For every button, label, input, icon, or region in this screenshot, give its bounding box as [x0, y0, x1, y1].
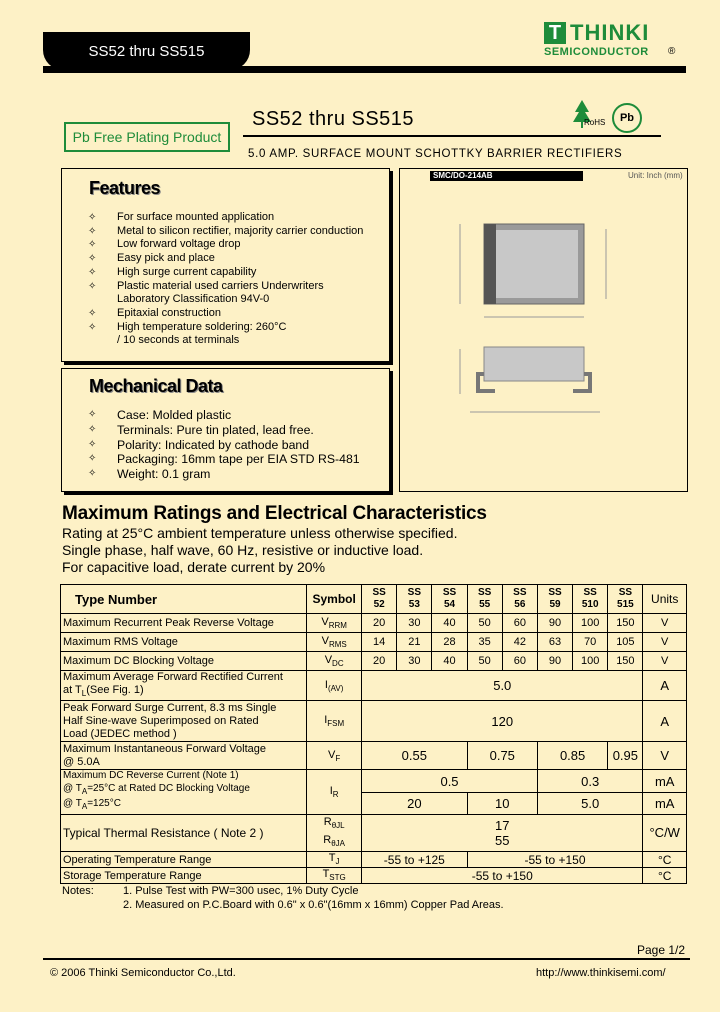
table-cell: 70: [573, 633, 608, 652]
symbol-letter: I: [329, 784, 333, 797]
part-number: 59: [549, 599, 561, 610]
label-part: =25°C at Rated DC Blocking Voltage: [87, 782, 250, 794]
logo-name: THINKI: [570, 20, 650, 45]
table-cell: 35: [467, 633, 502, 652]
list-item: ✧ Low forward voltage drop: [88, 238, 388, 252]
symbol-subscript: θJL: [331, 820, 345, 830]
table-cell: 0.55: [362, 742, 468, 770]
part-number: 52: [373, 599, 385, 610]
row-label: Storage Temperature Range: [61, 868, 307, 884]
symbol-letter: I: [324, 678, 328, 691]
label-part: at T: [63, 684, 82, 696]
label-part: (See Fig. 1): [86, 684, 144, 696]
table-cell: 105: [608, 633, 643, 652]
table-cell: 150: [608, 652, 643, 671]
row-unit: V: [643, 742, 687, 770]
table-row: [61, 614, 687, 633]
symbol-line: [309, 833, 359, 851]
row-symbol: [307, 868, 362, 884]
part-prefix: SS: [548, 587, 562, 598]
note-1: 1. Pulse Test with PW=300 usec, 1% Duty Cycle: [123, 885, 359, 897]
header-type-number: Type Number: [61, 585, 307, 614]
symbol-line: [309, 815, 359, 833]
package-tag: SMC/DO-214AB: [430, 171, 583, 181]
table-row: [61, 701, 687, 742]
table-cell: 21: [397, 633, 432, 652]
row-label: Maximum Recurrent Peak Reverse Voltage: [61, 614, 307, 633]
row-label-line: [63, 798, 304, 814]
row-label: [61, 671, 307, 701]
table-cell: 5.0: [362, 671, 643, 701]
part-prefix: SS: [442, 587, 457, 598]
symbol-letter: V: [328, 748, 336, 761]
table-cell: 50: [467, 652, 502, 671]
row-label: Maximum RMS Voltage: [61, 633, 307, 652]
ratings-line-1: Rating at 25°C ambient temperature unless otherwise specified.: [62, 525, 458, 541]
row-unit: A: [643, 671, 687, 701]
table-cell-value: 17: [495, 817, 510, 833]
table-cell: 5.0: [537, 792, 643, 814]
symbol-letter: T: [328, 852, 336, 865]
footer-rule: [43, 958, 690, 960]
list-item: ✧ Epitaxial construction: [88, 307, 388, 321]
list-item: ✧ Terminals: Pure tin plated, lead free.: [88, 423, 388, 438]
table-cell: 28: [432, 633, 467, 652]
table-cell: 0.3: [537, 770, 643, 793]
features-title: Features: [89, 178, 161, 198]
table-cell: 20: [362, 792, 468, 814]
package-outline-icon: [400, 169, 687, 491]
row-label-line: Maximum DC Reverse Current (Note 1): [63, 770, 239, 782]
part-prefix: SS: [583, 587, 597, 598]
logo-subtitle: SEMICONDUCTOR: [544, 46, 649, 58]
header-symbol: Symbol: [307, 585, 362, 614]
symbol-letter: V: [321, 634, 329, 647]
logo-mark: T: [544, 22, 566, 44]
symbol-letter: V: [321, 615, 329, 628]
title-rule: [243, 135, 661, 137]
product-subtitle: 5.0 AMP. SURFACE MOUNT SCHOTTKY BARRIER RECTIFIERS: [248, 148, 623, 160]
row-symbol: [307, 614, 362, 633]
row-label-line: [63, 684, 304, 700]
table-row: [61, 671, 687, 701]
table-cell: 90: [537, 652, 572, 671]
row-symbol: [307, 852, 362, 868]
notes-label: Notes:: [62, 885, 94, 897]
row-symbol: [307, 652, 362, 671]
table-cell: 40: [432, 652, 467, 671]
part-prefix: SS: [372, 587, 386, 598]
row-label-line: Load (JEDEC method ): [63, 727, 177, 740]
list-item: ✧ High temperature soldering: 260°C / 10 seconds at terminals: [88, 321, 292, 348]
row-unit: V: [643, 633, 687, 652]
part-number: 510: [581, 599, 599, 610]
row-unit: mA: [643, 792, 687, 814]
table-cell: 0.95: [608, 742, 643, 770]
symbol-letter: R: [323, 833, 332, 846]
table-cell: 100: [573, 614, 608, 633]
row-unit: °C/W: [643, 814, 687, 851]
symbol-subscript: FSM: [327, 719, 345, 729]
row-unit: V: [643, 614, 687, 633]
symbol-subscript: J: [335, 857, 340, 867]
list-item: ✧ Weight: 0.1 gram: [88, 467, 388, 482]
pb-free-icon: [612, 103, 642, 133]
part-prefix: SS: [513, 587, 527, 598]
row-unit: °C: [643, 852, 687, 868]
table-cell: 14: [362, 633, 397, 652]
row-label: [61, 701, 307, 742]
row-unit: mA: [643, 770, 687, 793]
copyright: © 2006 Thinki Semiconductor Co.,Ltd.: [50, 967, 236, 979]
part-prefix: SS: [478, 587, 492, 598]
table-row: [61, 814, 687, 851]
table-cell: 90: [537, 614, 572, 633]
label-subscript: L: [81, 689, 87, 699]
table-row: [61, 852, 687, 868]
list-item: ✧ Polarity: Indicated by cathode band: [88, 438, 388, 453]
table-header-row: [61, 585, 687, 614]
note-2: 2. Measured on P.C.Board with 0.6" x 0.6"(16mm x 16mm) Copper Pad Areas.: [123, 899, 504, 911]
symbol-letter: R: [323, 815, 332, 828]
table-cell-value: 55: [495, 832, 510, 848]
row-label-line: Half Sine-wave Superimposed on Rated: [63, 714, 259, 727]
table-cell: [362, 814, 643, 851]
symbol-subscript: R: [332, 790, 339, 800]
ratings-line-3: For capacitive load, derate current by 20%: [62, 559, 326, 575]
table-cell: 100: [573, 652, 608, 671]
row-label-line: [63, 783, 304, 799]
header-title-pill: SS52 thru SS515: [43, 32, 250, 70]
row-label-line: @ 5.0A: [63, 755, 100, 768]
table-cell: 0.85: [537, 742, 607, 770]
table-cell: 0.5: [362, 770, 538, 793]
table-cell: 63: [537, 633, 572, 652]
label-part: @ T: [63, 798, 82, 810]
row-label: [61, 742, 307, 770]
symbol-letter: T: [322, 868, 330, 881]
label-subscript: A: [81, 802, 88, 812]
row-symbol: [307, 671, 362, 701]
mechanical-box: [61, 368, 390, 492]
symbol-subscript: θJA: [331, 839, 346, 849]
symbol-letter: V: [324, 653, 333, 666]
company-logo: [540, 18, 690, 66]
table-row: [61, 770, 687, 793]
header-units: Units: [643, 585, 687, 614]
features-list: [88, 211, 388, 348]
header-bar: [43, 66, 686, 73]
table-cell: 50: [467, 614, 502, 633]
row-symbol: [307, 742, 362, 770]
table-row: [61, 742, 687, 770]
row-label: Operating Temperature Range: [61, 852, 307, 868]
row-label: Maximum DC Blocking Voltage: [61, 652, 307, 671]
symbol-subscript: DC: [332, 659, 344, 669]
table-row: [61, 633, 687, 652]
row-label-line: Maximum Average Forward Rectified Current: [63, 671, 283, 683]
symbol-subscript: (AV): [327, 683, 344, 693]
list-item: ✧ Plastic material used carriers Underwriters Laboratory Classification 94V-0: [88, 280, 347, 307]
product-title: SS52 thru SS515: [252, 108, 415, 130]
symbol-subscript: RRM: [328, 621, 347, 631]
table-cell: 30: [397, 652, 432, 671]
table-cell: 120: [362, 701, 643, 742]
ratings-line-2: Single phase, half wave, 60 Hz, resistive or inductive load.: [62, 542, 424, 558]
symbol-subscript: F: [335, 753, 341, 763]
pb-free-icon-label: Pb: [619, 112, 635, 124]
ratings-title: Maximum Ratings and Electrical Characteristics: [62, 503, 487, 524]
table-row: [61, 868, 687, 884]
table-cell: -55 to +150: [467, 852, 643, 868]
table-cell: 20: [362, 652, 397, 671]
mechanical-title: Mechanical Data: [89, 376, 223, 396]
list-item: ✧ Easy pick and place: [88, 252, 388, 266]
row-unit: A: [643, 701, 687, 742]
part-prefix: SS: [407, 587, 421, 598]
row-symbol: [307, 633, 362, 652]
page-number: Page 1/2: [637, 943, 686, 957]
table-cell: 42: [502, 633, 537, 652]
symbol-subscript: RMS: [328, 640, 347, 650]
row-unit: °C: [643, 868, 687, 884]
row-symbol: [307, 701, 362, 742]
list-item: ✧ Case: Molded plastic: [88, 408, 388, 423]
table-cell: 60: [502, 614, 537, 633]
table-cell: -55 to +125: [362, 852, 468, 868]
row-label-line: Peak Forward Surge Current, 8.3 ms Single: [63, 701, 277, 714]
registered-mark: ®: [668, 46, 676, 57]
row-label: Typical Thermal Resistance ( Note 2 ): [61, 814, 307, 851]
row-unit: V: [643, 652, 687, 671]
label-part: @ T: [63, 782, 82, 794]
list-item: ✧ Packaging: 16mm tape per EIA STD RS-481: [88, 452, 388, 467]
symbol-subscript: STG: [329, 873, 346, 883]
list-item: ✧ High surge current capability: [88, 266, 388, 280]
list-item: ✧ Metal to silicon rectifier, majority carrier conduction: [88, 225, 388, 239]
part-number: 515: [617, 599, 634, 610]
ratings-table: [60, 584, 687, 884]
part-number: 54: [443, 599, 456, 610]
table-cell: 150: [608, 614, 643, 633]
table-cell: -55 to +150: [362, 868, 643, 884]
pb-free-badge: Pb Free Plating Product: [64, 122, 230, 152]
package-unit: Unit: Inch (mm): [628, 171, 683, 180]
mechanical-list: [88, 408, 388, 482]
table-cell: 40: [432, 614, 467, 633]
row-label-line: Maximum Instantaneous Forward Voltage: [63, 742, 266, 755]
row-symbol: [307, 814, 362, 851]
table-cell: 60: [502, 652, 537, 671]
label-subscript: A: [81, 786, 88, 796]
label-part: =125°C: [87, 798, 121, 810]
table-cell: 10: [467, 792, 537, 814]
symbol-letter: I: [324, 714, 328, 727]
list-item: ✧ For surface mounted application: [88, 211, 388, 225]
table-cell: 30: [397, 614, 432, 633]
table-cell: 0.75: [467, 742, 537, 770]
part-number: 55: [479, 599, 491, 610]
table-row: [61, 652, 687, 671]
rohs-label: RoHS: [584, 118, 606, 127]
row-label: [61, 770, 307, 815]
website-link[interactable]: http://www.thinkisemi.com/: [536, 967, 666, 979]
features-box: [61, 168, 390, 362]
table-cell: 20: [362, 614, 397, 633]
part-prefix: SS: [618, 587, 633, 598]
package-drawing: [399, 168, 688, 492]
row-symbol: [307, 770, 362, 815]
part-number: 53: [408, 599, 420, 610]
part-number: 56: [514, 599, 526, 610]
